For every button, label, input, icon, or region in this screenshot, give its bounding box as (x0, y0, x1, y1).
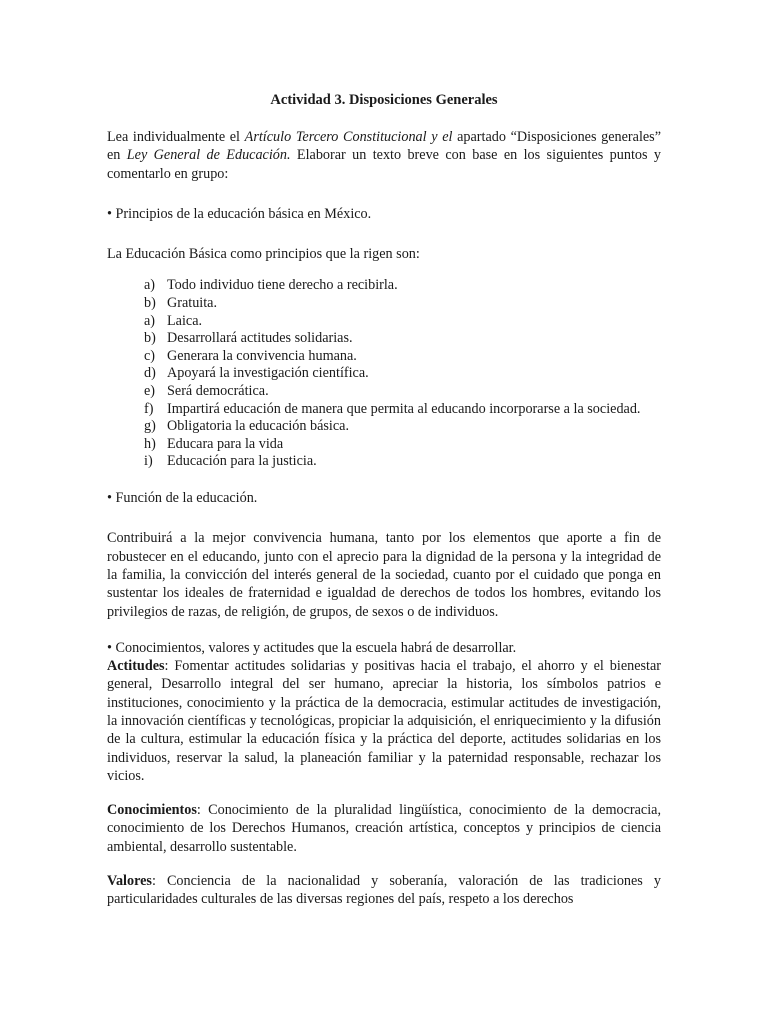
list-item (144, 365, 661, 383)
actitudes-label: Actitudes (107, 658, 165, 675)
list-marker: a) (144, 277, 156, 294)
bullet-function: • Función de la educación. (107, 490, 258, 507)
principles-intro: La Educación Básica como principios que la rigen son: (107, 246, 420, 263)
list-item (144, 295, 661, 313)
function-paragraph: Contribuirá a la mejor convivencia humana, tanto por los elementos que aporte a fin de robustecer en el educando, junto con el aprecio para la dignidad de la persona y la integridad de la familia, la convicción del interés general de la sociedad, cuanto por el cuidado que ponga en sustentar los ideales de fraternidad e igualdad de derechos de todos los hombres, evitando los privilegios de razas, de religión, de grupos, de sexos o de individuos. (107, 530, 661, 620)
list-marker: i) (144, 453, 153, 470)
list-item-text: Desarrollará actitudes solidarias. (167, 330, 353, 347)
list-item-text: Laica. (167, 312, 203, 329)
intro-italic-law: Ley General de Educación. (126, 147, 291, 164)
list-item (144, 313, 661, 331)
actitudes-paragraph (107, 657, 661, 785)
conocimientos-paragraph (107, 801, 661, 856)
list-marker: c) (144, 347, 156, 364)
list-marker: b) (144, 330, 156, 347)
list-item-text: Obligatoria la educación básica. (167, 418, 349, 435)
valores-label: Valores (107, 873, 152, 890)
conocimientos-label: Conocimientos (107, 802, 197, 819)
intro-italic-article: Artículo Tercero Constitucional y el (244, 129, 453, 145)
list-item (144, 453, 661, 471)
document-title: Actividad 3. Disposiciones Generales (270, 92, 498, 108)
list-item-text: Educación para la justicia. (167, 453, 317, 470)
list-marker: f) (144, 400, 154, 417)
conocimientos-text: : Conocimiento de la pluralidad lingüística, conocimiento de la democracia, conocimiento de los Derechos Humanos, creación artística, conceptos y principios de ciencia ambiental, desarrollo sustentable. (107, 802, 661, 855)
principles-list (107, 277, 661, 471)
actitudes-text: : Fomentar actitudes solidarias y positivas hacia el trabajo, el ahorro y el bienestar general, Desarrollo integral del ser humano, apreciar la historia, los símbolos patrios e instituciones, conocimiento y la práctica de la democracia, estimular actitudes de investigación, la innovación científicas y tecnológicas, propiciar la adquisición, el enriquecimiento y la difusión de la cultura, estimular la educación física y la práctica del deporte, actitudes solidarias en los individuos, reservar la salud, la planeación familiar y la paternidad responsable, rechazar los vicios. (107, 658, 661, 784)
list-item (144, 330, 661, 348)
list-item (144, 277, 661, 295)
valores-text: : Conciencia de la nacionalidad y soberanía, valoración de las tradiciones y particularidades culturales de las diversas regiones del país, respeto a los derechos (107, 873, 661, 908)
list-item-text: Generara la convivencia humana. (167, 347, 357, 364)
list-marker: b) (144, 295, 156, 312)
valores-paragraph (107, 872, 661, 909)
list-marker: a) (144, 312, 156, 329)
list-item-text: Apoyará la investigación científica. (167, 365, 369, 382)
list-item (144, 348, 661, 366)
list-item-text: Será democrática. (167, 383, 269, 400)
list-marker: d) (144, 365, 156, 382)
list-marker: h) (144, 435, 156, 452)
list-item-text: Todo individuo tiene derecho a recibirla. (167, 277, 398, 294)
list-item-text: Gratuita. (167, 295, 218, 312)
intro-text-3: Elaborar un texto breve con base en los siguientes puntos y comentarlo en grupo: (107, 147, 661, 182)
intro-paragraph (107, 128, 661, 183)
intro-text-1: Lea individualmente el (107, 129, 245, 145)
list-item-text: Impartirá educación de manera que permita al educando incorporarse a la sociedad. (167, 400, 641, 417)
list-item (144, 436, 661, 454)
list-item (144, 383, 661, 401)
intro-text-2: apartado “Disposiciones generales” en (107, 129, 661, 164)
list-marker: e) (144, 383, 156, 400)
list-item (144, 401, 661, 419)
bullet-principles: • Principios de la educación básica en México. (107, 205, 372, 222)
list-item (144, 418, 661, 436)
bullet-knowledge-values: • Conocimientos, valores y actitudes que la escuela habrá de desarrollar. (107, 639, 517, 656)
list-marker: g) (144, 418, 156, 435)
list-item-text: Educara para la vida (167, 435, 284, 452)
